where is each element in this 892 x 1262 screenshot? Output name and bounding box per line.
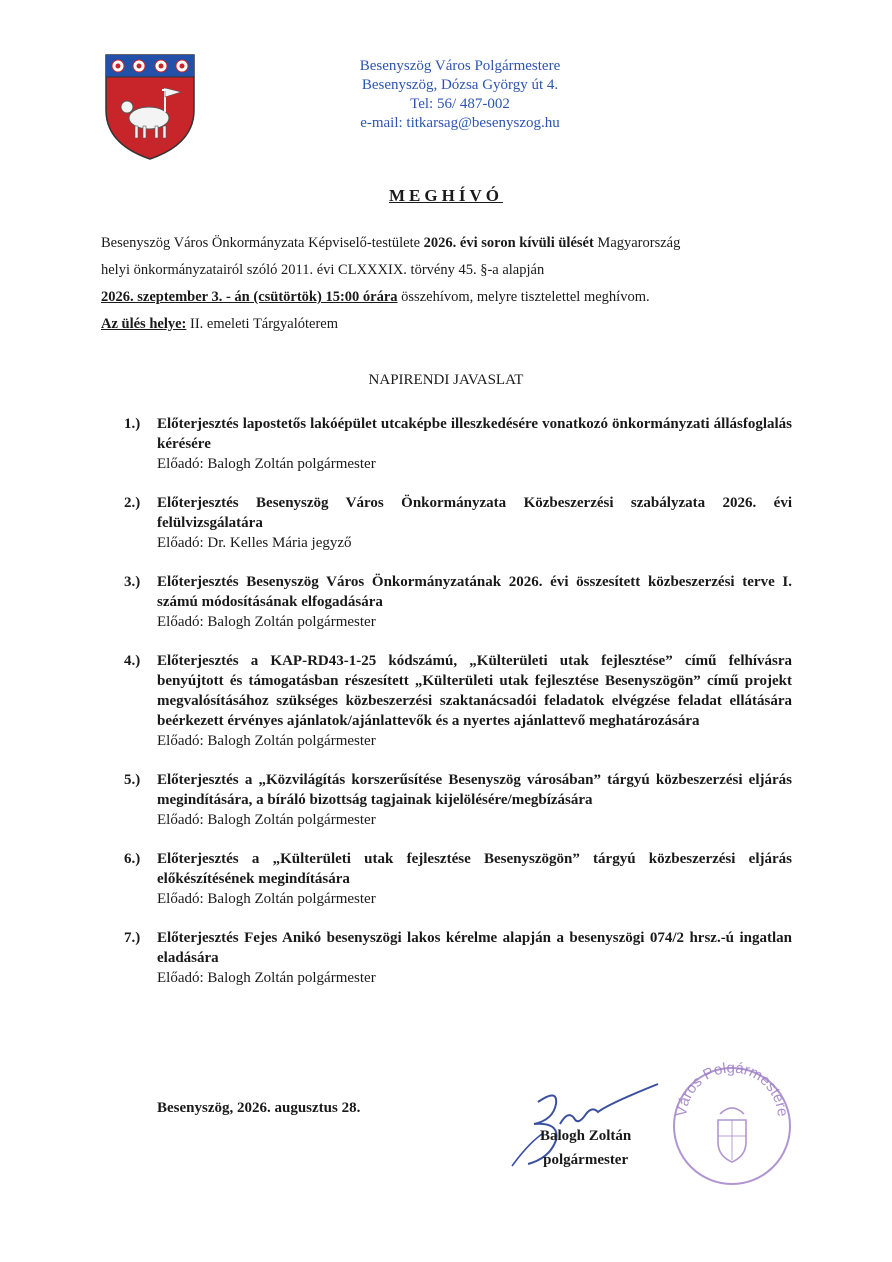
letterhead-office: Besenyszög Város Polgármestere: [359, 58, 561, 74]
agenda-item-presenter: Előadó: Balogh Zoltán polgármester: [157, 970, 376, 986]
agenda-item-number: 1.): [124, 416, 141, 432]
agenda-item-title: Előterjesztés Besenyszög Város Önkormányzata Közbeszerzési szabályzata 2026. évi felülvizsgálatára: [157, 495, 792, 531]
coat-of-arms: [103, 52, 197, 162]
agenda-item-number: 7.): [124, 930, 141, 946]
agenda-item-title: Előterjesztés lapostetős lakóépület utcaképbe illeszkedésére vonatkozó önkormányzati állásfoglalás kérésére: [157, 416, 792, 452]
intro-line-4: [101, 311, 801, 338]
agenda-item-number: 5.): [124, 772, 141, 788]
agenda-item: [124, 651, 792, 751]
intro-line-2: helyi önkormányzatairól szóló 2011. évi CLXXXIX. törvény 45. §-a alapján: [101, 262, 545, 278]
agenda-item-title: Előterjesztés Fejes Anikó besenyszögi lakos kérelme alapján a besenyszögi 074/2 hrsz.-ú ingatlan eladására: [157, 930, 792, 966]
official-stamp: [668, 1062, 796, 1190]
agenda-item: [124, 770, 792, 830]
agenda-item-presenter: Előadó: Balogh Zoltán polgármester: [157, 891, 376, 907]
venue-label: Az ülés helye:: [101, 316, 187, 332]
letterhead-address: Besenyszög, Dózsa György út 4.: [361, 77, 559, 93]
letterhead-email: e-mail: titkarsag@besenyszog.hu: [360, 115, 560, 131]
agenda-item-number: 4.): [124, 653, 141, 669]
place-and-date: Besenyszög, 2026. augusztus 28.: [157, 1100, 361, 1116]
intro-text: Besenyszög Város Önkormányzata Képviselő-testülete: [101, 235, 424, 251]
signer-role: polgármester: [543, 1152, 629, 1168]
meeting-type: 2026. évi soron kívüli ülését: [423, 235, 594, 251]
svg-text:Város Polgármestere: [673, 1062, 791, 1118]
agenda-item: [124, 414, 792, 474]
agenda-item-presenter: Előadó: Dr. Kelles Mária jegyző: [157, 535, 352, 551]
agenda-item-number: 2.): [124, 495, 141, 511]
agenda-heading: NAPIRENDI JAVASLAT: [368, 372, 524, 388]
agenda-item-presenter: Előadó: Balogh Zoltán polgármester: [157, 456, 376, 472]
agenda-item: [124, 928, 792, 988]
venue-value: II. emeleti Tárgyalóterem: [186, 316, 339, 332]
agenda-item-presenter: Előadó: Balogh Zoltán polgármester: [157, 812, 376, 828]
signer-name: Balogh Zoltán: [540, 1128, 632, 1144]
intro-text: Magyarország: [593, 235, 681, 251]
agenda-item-title: Előterjesztés a „Külterületi utak fejlesztése Besenyszögön” tárgyú közbeszerzési eljárás előkészítésének megindítására: [157, 851, 792, 887]
meeting-date: 2026. szeptember 3. - án (csütörtök) 15:00 órára: [101, 289, 398, 305]
intro-line-3: [101, 284, 801, 311]
document-title: MEGHÍVÓ: [389, 186, 503, 205]
invitation-intro: [101, 230, 801, 338]
agenda-item: [124, 493, 792, 553]
agenda-item: [124, 849, 792, 909]
intro-line-1: [101, 230, 801, 257]
signer-block: [540, 1124, 631, 1172]
agenda-list: [124, 414, 792, 1007]
agenda-item: [124, 572, 792, 632]
agenda-item-title: Előterjesztés a KAP-RD43-1-25 kódszámú, „Külterületi utak fejlesztése” című felhívásra benyújtott és támogatásban részesített „Külterületi utak fejlesztése Besenyszögön” című projekt megvalósításához szükséges közbeszerzési szaktanácsadói feladatok elvégzése feladat ellátására beérkezett érvényes ajánlatok/ajánlattevők és a nyertes ajánlattevő meghatározására: [157, 653, 792, 729]
agenda-item-number: 3.): [124, 574, 141, 590]
agenda-item-presenter: Előadó: Balogh Zoltán polgármester: [157, 733, 376, 749]
agenda-item-title: Előterjesztés Besenyszög Város Önkormányzatának 2026. évi összesített közbeszerzési terve I. számú módosításának elfogadására: [157, 574, 792, 610]
agenda-item-presenter: Előadó: Balogh Zoltán polgármester: [157, 614, 376, 630]
stamp-text: Város Polgármestere: [672, 1062, 792, 1118]
letterhead-phone: Tel: 56/ 487-002: [410, 96, 510, 112]
agenda-item-number: 6.): [124, 851, 141, 867]
agenda-item-title: Előterjesztés a „Közvilágítás korszerűsítése Besenyszög városában” tárgyú közbeszerzési eljárás megindítására, a bíráló bizottság tagjainak kijelölésére/megbízására: [157, 772, 792, 808]
letterhead: [300, 57, 620, 133]
intro-text: összehívom, melyre tisztelettel meghívom.: [397, 289, 650, 305]
